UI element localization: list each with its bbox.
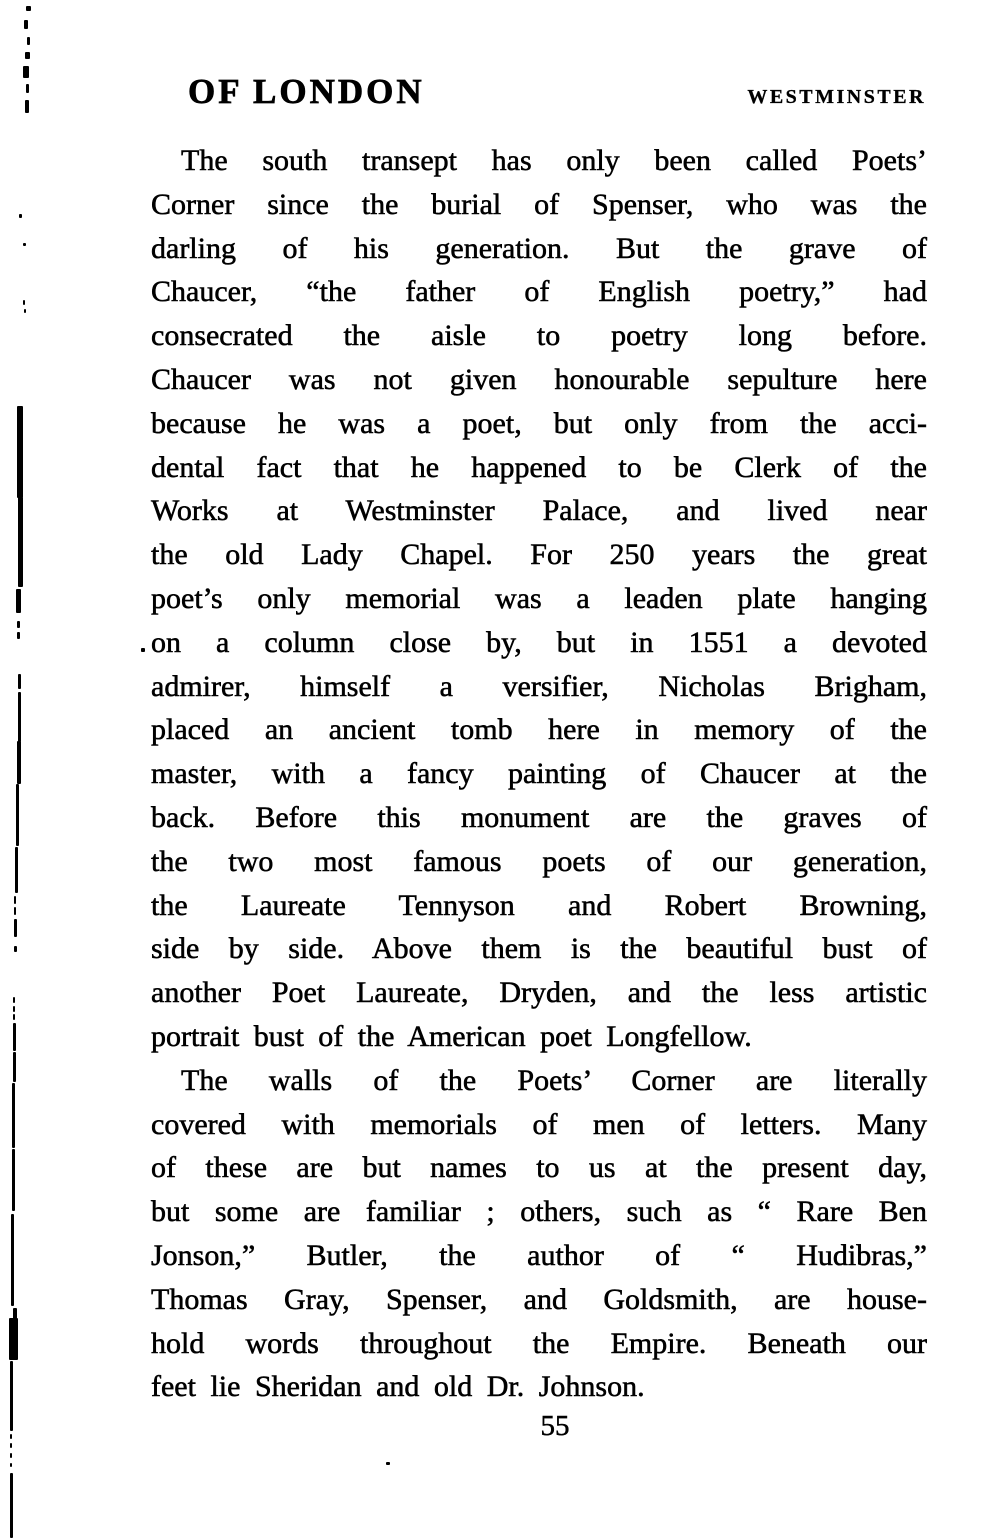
scan-artifact <box>13 1023 16 1051</box>
scan-artifact <box>15 847 18 893</box>
scan-artifact <box>23 300 25 305</box>
scan-artifact <box>13 997 15 1003</box>
text-line: The south transept has only been called Poets’ <box>181 144 927 177</box>
text-line: admirer, himself a versifier, Nicholas Brigham, <box>151 669 927 703</box>
text-line: of these are but names to us at the present day, <box>151 1151 927 1185</box>
scan-artifact <box>9 1318 18 1360</box>
scan-artifact <box>24 309 26 313</box>
scan-artifact <box>14 907 16 915</box>
text-line: side by side. Above them is the beautiful bust of <box>151 932 927 966</box>
page-number: 55 <box>540 1410 570 1442</box>
text-body <box>151 139 927 1409</box>
scan-artifact <box>19 214 22 218</box>
text-line: Works at Westminster Palace, and lived near <box>151 494 927 528</box>
scan-artifact <box>17 621 20 628</box>
scan-artifact <box>17 741 21 784</box>
text-line: another Poet Laureate, Dryden, and the less artistic <box>151 976 927 1010</box>
text-line: portrait bust of the American poet Longfellow. <box>151 1019 752 1053</box>
scan-artifact <box>10 1434 12 1439</box>
scan-artifact <box>17 632 20 639</box>
text-line: master, with a fancy painting of Chaucer at the <box>151 757 927 791</box>
scan-artifact <box>13 1014 15 1020</box>
scan-artifact <box>13 1052 16 1082</box>
text-line: Chaucer, “the father of English poetry,” had <box>151 275 927 309</box>
text-line: consecrated the aisle to poetry long before. <box>151 319 927 353</box>
scan-artifact <box>12 1083 15 1148</box>
text-line: The walls of the Poets’ Corner are literally <box>181 1063 927 1097</box>
text-line: poet’s only memorial was a leaden plate hanging <box>151 581 927 615</box>
text-line: covered with memorials of men of letters. Many <box>151 1107 927 1141</box>
text-line: placed an ancient tomb here in memory of the <box>151 713 927 747</box>
text-line: the two most famous poets of our generation, <box>151 844 927 878</box>
section-title: OF LONDON <box>188 72 425 111</box>
text-line: darling of his generation. But the grave of <box>151 231 927 265</box>
text-line: the old Lady Chapel. For 250 years the great <box>151 538 927 572</box>
scan-artifact <box>23 66 29 78</box>
page-header <box>152 72 926 112</box>
scan-artifact <box>23 243 26 246</box>
scan-artifact <box>10 1443 12 1448</box>
scan-artifact <box>25 52 30 59</box>
running-head: WESTMINSTER <box>747 86 926 108</box>
scan-artifact <box>12 1149 15 1211</box>
text-line: hold words throughout the Empire. Beneath our <box>151 1326 927 1360</box>
scan-artifact <box>10 1453 12 1458</box>
scan-artifact <box>17 406 23 498</box>
scan-artifact <box>10 1361 13 1431</box>
scan-artifact <box>13 1006 15 1012</box>
text-line: back. Before this monument are the graves of <box>151 800 927 834</box>
scan-artifact <box>141 648 145 652</box>
text-line: but some are familiar ; others, such as “ Rare Ben <box>151 1195 927 1229</box>
scan-artifact <box>27 37 30 45</box>
scan-artifact <box>26 84 29 93</box>
text-line: because he was a poet, but only from the acci- <box>151 406 927 440</box>
scan-artifact <box>16 589 21 613</box>
text-line: Corner since the burial of Spenser, who was the <box>151 187 927 221</box>
scan-artifact <box>16 784 19 846</box>
scan-artifact <box>18 674 21 689</box>
text-line: Thomas Gray, Spenser, and Goldsmith, are house- <box>151 1282 927 1316</box>
text-line: the Laureate Tennyson and Robert Browning, <box>151 888 927 922</box>
text-line: Jonson,” Butler, the author of “ Hudibras,” <box>151 1238 927 1272</box>
scan-artifact <box>10 1473 13 1538</box>
scan-artifact <box>386 1462 390 1465</box>
scan-artifact <box>14 919 17 937</box>
scan-artifact <box>14 946 17 952</box>
scan-artifact <box>14 896 16 904</box>
scan-artifact <box>18 497 23 587</box>
scan-artifact <box>18 692 21 742</box>
text-line: dental fact that he happened to be Clerk of the <box>151 450 927 484</box>
scan-artifact <box>11 1214 14 1306</box>
scan-artifact <box>26 6 31 11</box>
text-line: Chaucer was not given honourable sepulture here <box>151 362 927 396</box>
text-line: feet lie Sheridan and old Dr. Johnson. <box>151 1370 645 1404</box>
scan-artifact <box>10 1463 12 1467</box>
scan-artifact <box>24 20 28 29</box>
scan-artifact <box>25 100 29 113</box>
text-line: on a column close by, but in 1551 a devoted <box>151 625 927 659</box>
